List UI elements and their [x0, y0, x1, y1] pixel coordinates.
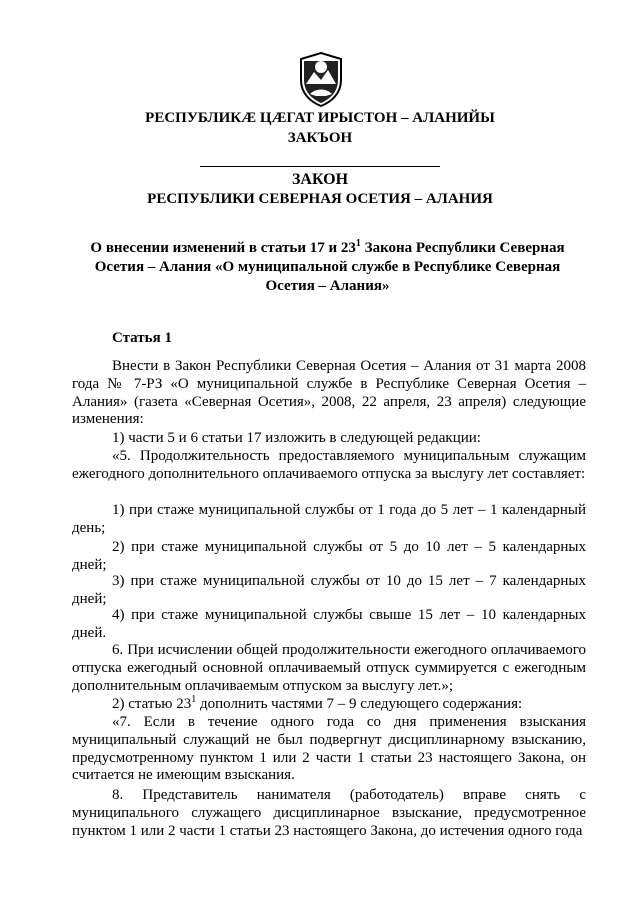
- paragraph-9-superscript: 1: [191, 694, 197, 705]
- paragraph-9-part1: 2) статью 23: [112, 696, 192, 712]
- paragraph-9: [72, 696, 586, 714]
- paragraph-6: 3) при стаже муниципальной службы от 10 до 15 лет – 7 календарных дней;: [72, 573, 586, 607]
- header-russian-line1: ЗАКОН: [291, 171, 349, 188]
- header-divider: [200, 166, 440, 167]
- coat-of-arms-icon: [296, 50, 346, 108]
- paragraph-9-part2: дополнить частями 7 – 9 следующего содержания:: [196, 696, 523, 712]
- document-subject: [70, 239, 585, 296]
- paragraph-10: «7. Если в течение одного года со дня применения взыскания муниципальный служащий не был подвергнут дисциплинарному взысканию, предусмотренному пунктом 1 или 2 части 1 статьи 23 настоящего Закона, он считается не имеющим взыскания.: [72, 714, 586, 784]
- subject-part2: Закона Республики Северная Осетия – Алания «О муниципальной службе в Республике Северная Осетия – Алания»: [94, 240, 565, 294]
- paragraph-4: 1) при стаже муниципальной службы от 1 года до 5 лет – 1 календарный день;: [72, 502, 586, 536]
- header-ossetian-line2: ЗАКЪОН: [287, 130, 353, 146]
- header-ossetian-line1: РЕСПУБЛИКÆ ЦÆГАТ ИРЫСТОН – АЛАНИЙЫ: [145, 110, 495, 126]
- subject-superscript: 1: [355, 238, 361, 249]
- paragraph-8: 6. При исчислении общей продолжительности ежегодного оплачиваемого отпуска ежегодный основной оплачиваемый отпуск суммируется с ежегодным дополнительным оплачиваемым отпуском за выслугу лет.»;: [72, 642, 586, 694]
- header-russian-line2: РЕСПУБЛИКИ СЕВЕРНАЯ ОСЕТИЯ – АЛАНИЯ: [147, 191, 493, 207]
- paragraph-3: «5. Продолжительность предоставляемого муниципальным служащим ежегодного дополнительного оплачиваемого отпуска за выслугу лет составляет:: [72, 448, 586, 482]
- paragraph-2: 1) части 5 и 6 статьи 17 изложить в следующей редакции:: [112, 430, 481, 446]
- paragraph-1: Внести в Закон Республики Северная Осетия – Алания от 31 марта 2008 года № 7-РЗ «О муниципальной службе в Республике Северная Осетия – Алания» (газета «Северная Осетия», 2008, 22 апреля, 23 апреля) следующие изменения:: [72, 358, 586, 428]
- paragraph-11: 8. Представитель нанимателя (работодатель) вправе снять с муниципального служащего дисциплинарное взыскание, предусмотренное пунктом 1 или 2 части 1 статьи 23 настоящего Закона, до истечения одного года: [72, 787, 586, 839]
- article-title: Статья 1: [112, 330, 172, 346]
- paragraph-7: 4) при стаже муниципальной службы свыше 15 лет – 10 календарных дней.: [72, 607, 586, 641]
- subject-part1: О внесении изменений в статьи 17 и 23: [90, 240, 356, 256]
- paragraph-5: 2) при стаже муниципальной службы от 5 до 10 лет – 5 календарных дней;: [72, 539, 586, 573]
